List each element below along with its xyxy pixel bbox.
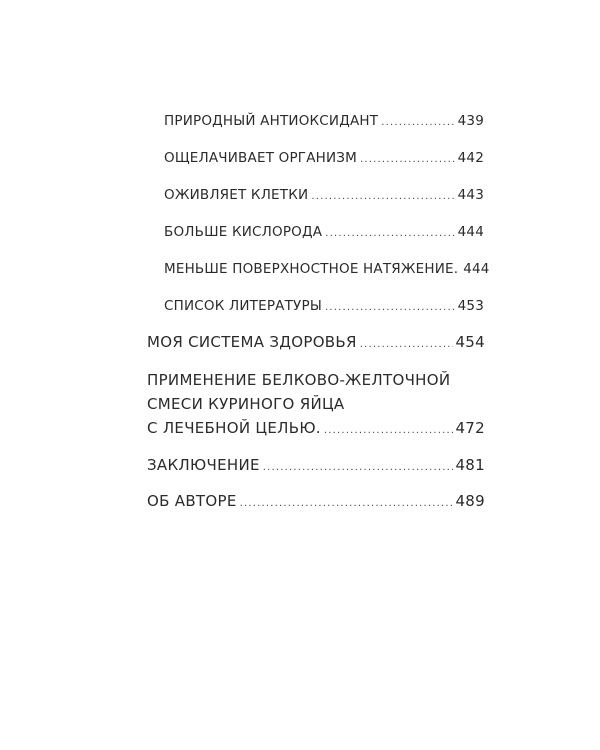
toc-chapter-title-line: ПРИМЕНЕНИЕ БЕЛКОВО-ЖЕЛТОЧНОЙ: [147, 371, 451, 389]
dot-leader: [311, 191, 455, 202]
dot-leader: [381, 117, 455, 128]
toc-chapter-last-line: [147, 416, 485, 440]
toc-chapter-title: ОБ АВТОРЕ: [147, 492, 237, 510]
toc-entry-page: 453: [457, 298, 484, 314]
toc-entry[interactable]: [164, 261, 490, 277]
toc-entry-page: 439: [457, 113, 484, 129]
toc-entry-title: ОЖИВЛЯЕТ КЛЕТКИ: [164, 187, 309, 203]
toc-entry-title: МЕНЬШЕ ПОВЕРХНОСТНОЕ НАТЯЖЕНИЕ.: [164, 261, 459, 277]
toc-entry[interactable]: [164, 187, 484, 203]
dot-leader: [325, 228, 455, 239]
dot-leader: [240, 498, 454, 509]
toc-chapter-page: 472: [455, 419, 485, 437]
toc-chapter[interactable]: [147, 333, 485, 351]
toc-entry-page: 443: [457, 187, 484, 203]
toc-entry-page: 442: [457, 150, 484, 166]
toc-entry[interactable]: [164, 224, 484, 240]
dot-leader: [263, 462, 454, 473]
toc-chapter-title-line: С ЛЕЧЕБНОЙ ЦЕЛЬЮ.: [147, 419, 321, 437]
toc-chapter[interactable]: [147, 368, 485, 440]
toc-chapter-title: ЗАКЛЮЧЕНИЕ: [147, 456, 260, 474]
toc-chapter[interactable]: [147, 456, 485, 474]
toc-chapter-page: 481: [455, 456, 485, 474]
toc-chapter-title: МОЯ СИСТЕМА ЗДОРОВЬЯ: [147, 333, 357, 351]
toc-entry[interactable]: [164, 113, 484, 129]
toc-entry[interactable]: [164, 150, 484, 166]
dot-leader: [324, 419, 454, 443]
toc-entry-title: БОЛЬШЕ КИСЛОРОДА: [164, 224, 323, 240]
toc-chapter-page: 454: [455, 333, 485, 351]
dot-leader: [360, 154, 456, 165]
toc-chapter-page: 489: [455, 492, 485, 510]
toc-chapter-title-line: СМЕСИ КУРИНОГО ЯЙЦА: [147, 395, 345, 413]
toc-entry-title: ОЩЕЛАЧИВАЕТ ОРГАНИЗМ: [164, 150, 358, 166]
toc-entry[interactable]: [164, 298, 484, 314]
toc-entry-page: 444: [463, 261, 490, 277]
dot-leader: [325, 302, 456, 313]
toc-entry-page: 444: [457, 224, 484, 240]
toc-chapter[interactable]: [147, 492, 485, 510]
toc-entry-title: ПРИРОДНЫЙ АНТИОКСИДАНТ: [164, 113, 379, 129]
dot-leader: [360, 339, 454, 350]
toc-entry-title: СПИСОК ЛИТЕРАТУРЫ: [164, 298, 322, 314]
